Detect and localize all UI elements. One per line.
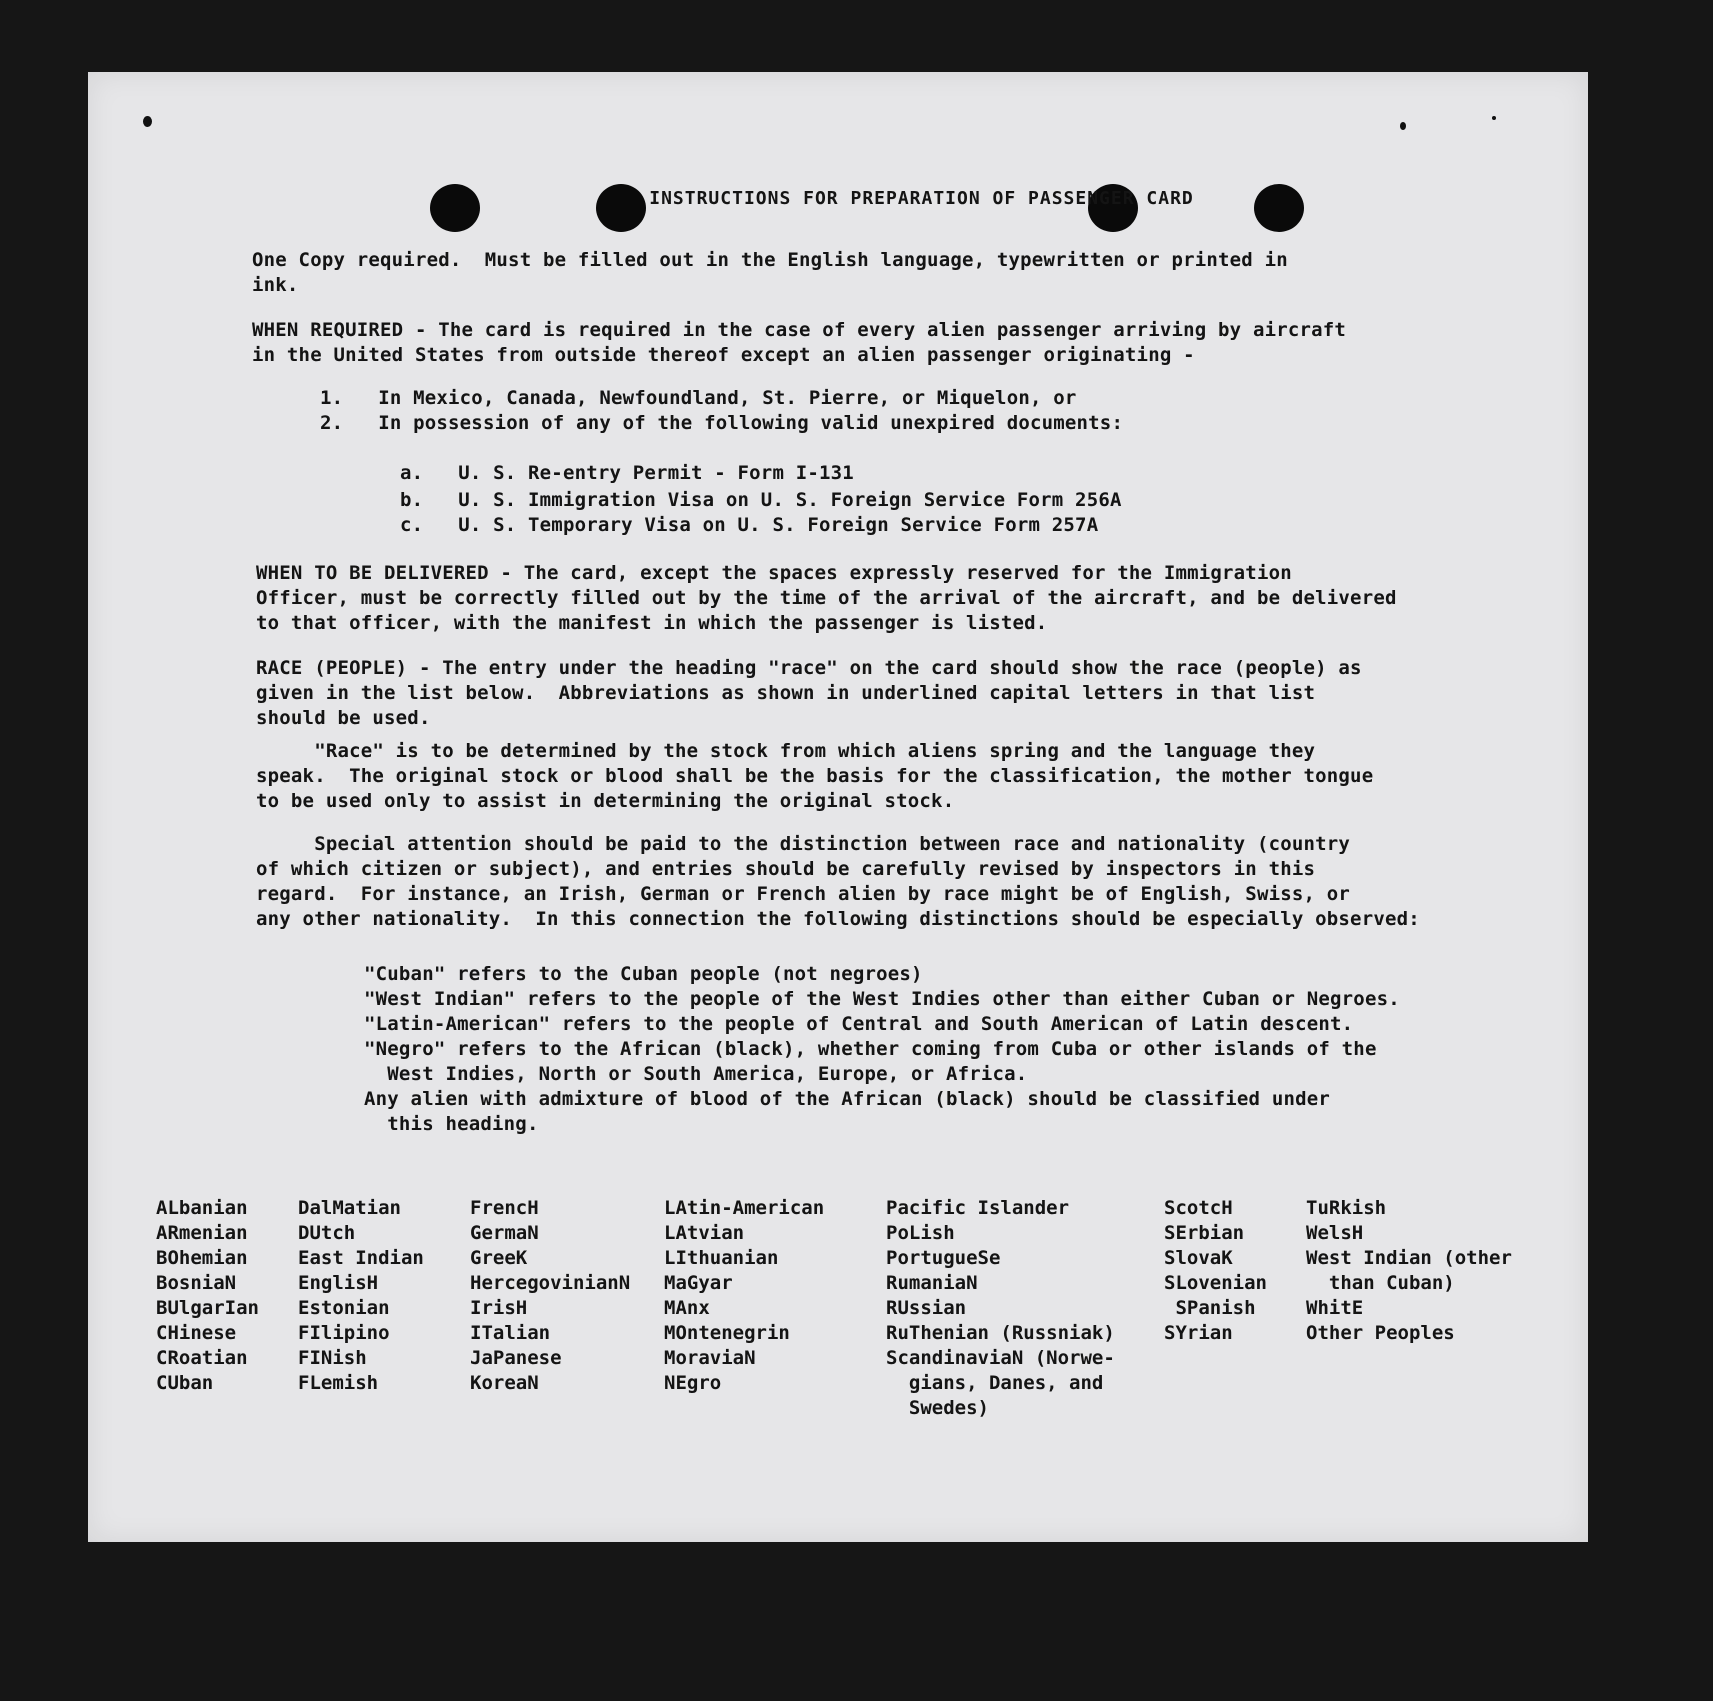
race-entry: MAnx	[664, 1297, 710, 1319]
race-entry: East Indian	[298, 1247, 424, 1269]
race-entry: than Cuban)	[1306, 1272, 1455, 1294]
race-entry: MaGyar	[664, 1272, 733, 1294]
race-entry: SLovenian	[1164, 1272, 1267, 1294]
race-entry: FIlipino	[298, 1322, 390, 1344]
race-entry: EnglisH	[298, 1272, 379, 1294]
race-entry: Estonian	[298, 1297, 390, 1319]
distinctions-list: "Cuban" refers to the Cuban people (not negroes) "West Indian" refers to the people of the West Indies other than either Cuban or Negroes. "Latin-American" refers to the people of Central and South American of Latin descent. "Negro" refers to the African (black), whether coming from Cuba or other islands of the West Indies, North or South America, Europe, or Africa. Any alien with admixture of blood of the African (black) should be classified under this heading.	[364, 963, 1400, 1135]
race-determination-paragraph: "Race" is to be determined by the stock from which aliens spring and the language they speak. The original stock or blood shall be the basis for the classification, the mother tongue to be used only to assist in determining the original stock.	[256, 740, 1374, 812]
race-entry: SlovaK	[1164, 1247, 1233, 1269]
race-entry: BosniaN	[156, 1272, 237, 1294]
race-entry: SYrian	[1164, 1322, 1233, 1344]
race-entry: PortugueSe	[886, 1247, 1001, 1269]
race-entry: ARmenian	[156, 1222, 248, 1244]
race-entry: West Indian (other	[1306, 1247, 1512, 1269]
race-entry: JaPanese	[470, 1347, 562, 1369]
race-entry: CRoatian	[156, 1347, 248, 1369]
race-entry: LIthuanian	[664, 1247, 779, 1269]
condition-item: 1. In Mexico, Canada, Newfoundland, St. Pierre, or Miquelon, or	[320, 387, 1077, 409]
race-entry: GreeK	[470, 1247, 528, 1269]
race-entry: FLemish	[298, 1372, 379, 1394]
race-column	[664, 1196, 824, 1396]
race-entry: Pacific Islander	[886, 1197, 1070, 1219]
race-entry: FrencH	[470, 1197, 539, 1219]
race-entry: gians, Danes, and	[886, 1372, 1104, 1394]
race-entry: ITalian	[470, 1322, 551, 1344]
race-entry: WelsH	[1306, 1222, 1364, 1244]
race-entry: ScotcH	[1164, 1197, 1233, 1219]
when-delivered-paragraph: WHEN TO BE DELIVERED - The card, except the spaces expressly reserved for the Immigration Officer, must be correctly filled out by the time of the arrival of the aircraft, and be delivered to that officer, with the manifest in which the passenger is listed.	[256, 562, 1397, 634]
race-entry: CUban	[156, 1372, 214, 1394]
race-entry: RUssian	[886, 1297, 967, 1319]
race-column	[156, 1196, 259, 1396]
race-entry: TuRkish	[1306, 1197, 1387, 1219]
ink-speck	[1400, 122, 1406, 130]
race-entry: KoreaN	[470, 1372, 539, 1394]
race-column	[886, 1196, 1115, 1421]
race-entry: BUlgarIan	[156, 1297, 259, 1319]
race-column	[1306, 1196, 1512, 1346]
race-entry: DalMatian	[298, 1197, 401, 1219]
race-people-paragraph: RACE (PEOPLE) - The entry under the heading "race" on the card should show the race (people) as given in the list below. Abbreviations as shown in underlined capital letters in that list should be used.	[256, 657, 1362, 729]
race-entry: IrisH	[470, 1297, 528, 1319]
race-entry: ALbanian	[156, 1197, 248, 1219]
race-column	[298, 1196, 424, 1396]
document-item: a. U. S. Re-entry Permit - Form I-131	[400, 462, 854, 484]
race-entry: Swedes)	[886, 1397, 989, 1419]
race-entry: CHinese	[156, 1322, 237, 1344]
race-entry: GermaN	[470, 1222, 539, 1244]
race-entry: LAtin-American	[664, 1197, 825, 1219]
race-entry: HercegovinianN	[470, 1272, 631, 1294]
document-item: b. U. S. Immigration Visa on U. S. Foreign Service Form 256A	[400, 489, 1122, 511]
race-entry: WhitE	[1306, 1297, 1364, 1319]
race-entry: ScandinaviaN (Norwe-	[886, 1347, 1115, 1369]
ink-speck	[1492, 116, 1496, 120]
race-entry: RumaniaN	[886, 1272, 978, 1294]
ink-speck	[143, 116, 152, 127]
race-entry: LAtvian	[664, 1222, 745, 1244]
race-column	[470, 1196, 630, 1396]
special-attention-paragraph: Special attention should be paid to the distinction between race and nationality (country of which citizen or subject), and entries should be carefully revised by inspectors in this regard. For instance, an Irish, German or French alien by race might be of English, Swiss, or any other nationality. In this connection the following distinctions should be especially observed:	[256, 833, 1420, 930]
document-item: c. U. S. Temporary Visa on U. S. Foreign Service Form 257A	[400, 514, 1099, 536]
race-entry: Other Peoples	[1306, 1322, 1455, 1344]
race-entry: PoLish	[886, 1222, 955, 1244]
race-entry: BOhemian	[156, 1247, 248, 1269]
race-entry: SErbian	[1164, 1222, 1245, 1244]
race-entry: SPanish	[1164, 1297, 1256, 1319]
race-column	[1164, 1196, 1267, 1346]
race-entry: FINish	[298, 1347, 367, 1369]
race-entry: DUtch	[298, 1222, 356, 1244]
condition-item: 2. In possession of any of the following valid unexpired documents:	[320, 412, 1124, 434]
race-entry: RuThenian (Russniak)	[886, 1322, 1115, 1344]
intro-paragraph: One Copy required. Must be filled out in the English language, typewritten or printed in ink.	[252, 249, 1288, 296]
when-required-paragraph: WHEN REQUIRED - The card is required in the case of every alien passenger arriving by aircraft in the United States from outside thereof except an alien passenger originating -	[252, 319, 1347, 366]
race-entry: NEgro	[664, 1372, 722, 1394]
document-title: INSTRUCTIONS FOR PREPARATION OF PASSENGER CARD	[649, 188, 1194, 209]
race-entry: MoraviaN	[664, 1347, 756, 1369]
race-entry: MOntenegrin	[664, 1322, 790, 1344]
